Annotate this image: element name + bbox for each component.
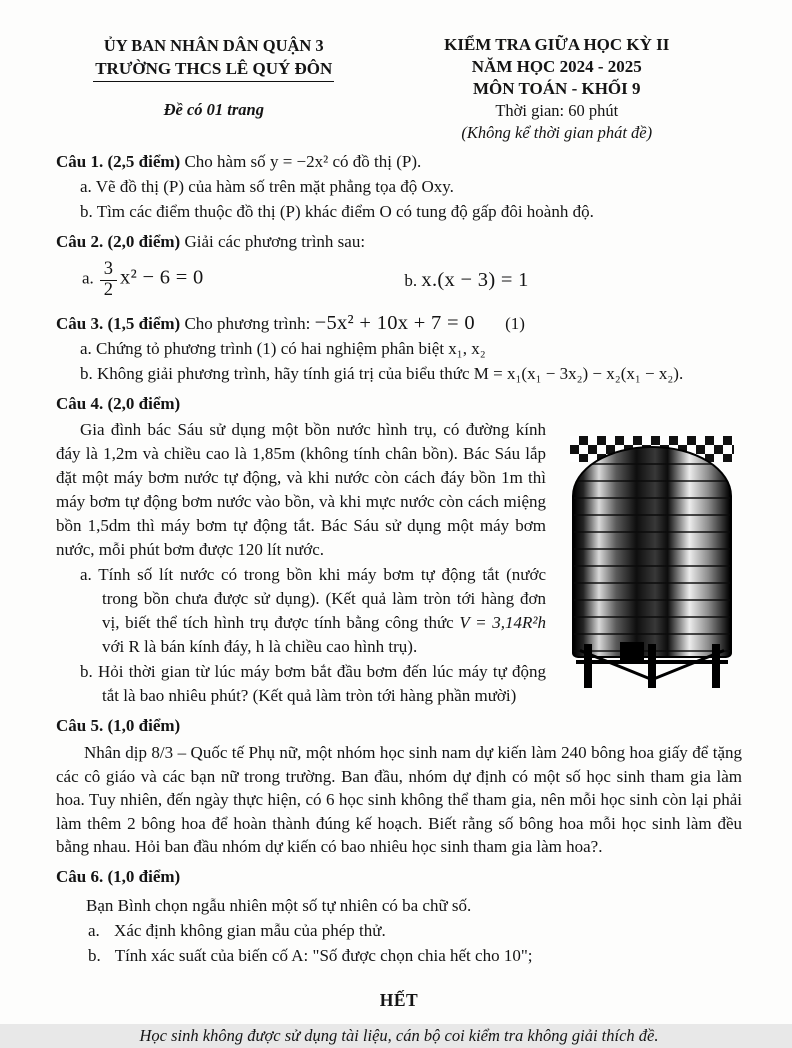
fraction-numerator: 3 (100, 260, 117, 280)
item-label: b. (80, 364, 93, 383)
exam-header (56, 34, 742, 144)
question-1-item-b (56, 199, 742, 224)
equation-tag: (1) (505, 314, 525, 333)
question-6-points: (1,0 điểm) (107, 866, 181, 886)
exam-subject: MÔN TOÁN - KHỐI 9 (473, 79, 641, 98)
question-4-body (56, 418, 742, 708)
item-text: Chứng tỏ phương trình (1) có hai nghiệm phân biệt x₁, x₂ (96, 339, 486, 358)
question-2-heading (56, 229, 742, 254)
item-text: Tìm các điểm thuộc đồ thị (P) khác điểm O có tung độ gấp đôi hoành độ. (96, 202, 594, 221)
item-label: b. (88, 945, 101, 965)
question-3-heading (56, 311, 742, 336)
item-label: a. (82, 268, 94, 288)
item-label: a. (80, 177, 92, 196)
volume-formula: V = 3,14R²h (459, 613, 547, 632)
question-4-paragraph: Gia đình bác Sáu sử dụng một bồn nước hình trụ, có đường kính đáy là 1,2m và chiều cao là 1,85m (không tính chân bồn). Bác Sáu lắp đặt một máy bơm nước tự động, và khi nước còn cách đáy bồn 1m thì máy bơm tự động bơm nước vào bồn, và khi mực nước còn cách miệng bồn 1,5dm thì máy bơm tự động tắt. Bác Sáu sử dụng một máy bơm nước, mỗi phút bơm được 120 lít nước. (56, 420, 546, 559)
pages-note: Đề có 01 trang (163, 100, 264, 119)
footer-note: Học sinh không được sử dụng tài liệu, cán bộ coi kiểm tra không giải thích đề. (139, 1025, 659, 1045)
question-2-item-b (404, 268, 528, 293)
item-text: Tính số lít nước có trong bồn khi máy bơm tự động tắt (nước trong bồn chưa được sử dụng). (Kết quả làm tròn tới hàng đơn vị, biết thể tích hình trụ được tính bằng công thức (98, 565, 546, 632)
question-3-intro: Cho phương trình: (184, 314, 311, 333)
item-text: Hỏi thời gian từ lúc máy bơm bắt đầu bơm đến lúc máy tự động tắt là bao nhiêu phút? (Kết quả làm tròn tới hàng phần mười) (97, 662, 546, 705)
item-label: a. (80, 339, 92, 358)
question-6-heading (56, 864, 742, 889)
tank-leg-left (584, 644, 592, 688)
question-2-equations (56, 254, 742, 306)
water-tank-image (562, 436, 742, 688)
question-6-intro: Bạn Bình chọn ngẫu nhiên một số tự nhiên có ba chữ số. (86, 895, 472, 915)
question-5-paragraph: Nhân dịp 8/3 – Quốc tế Phụ nữ, một nhóm học sinh nam dự kiến làm 240 bông hoa giấy để tặng các cô giáo và các bạn nữ trong trường. Ban đầu, nhóm dự định có một số học sinh tham gia làm hoa. Tuy nhiên, đến ngày thực hiện, có 6 học sinh không thể tham gia, nên mỗi học sinh còn lại phải làm thêm 2 bông hoa để hoàn thành đúng kế hoạch. Biết rằng số bông hoa mỗi học sinh làm đều bằng nhau. Hỏi ban đầu nhóm dự kiến có bao nhiêu học sinh tham gia làm hoa?. (56, 743, 742, 856)
question-3-item-a (56, 336, 742, 361)
question-5-label: Câu 5. (56, 716, 104, 735)
item-text: Tính xác suất của biến cố A: "Số được chọn chia hết cho 10"; (114, 945, 533, 965)
item-text: Không giải phương trình, hãy tính giá trị của biểu thức M = x₁(x₁ − 3x₂) − x₂(x₁ − x₂). (97, 364, 684, 383)
question-5-points: (1,0 điểm) (107, 716, 181, 735)
tank-leg-right (712, 644, 720, 688)
question-2-intro: Giải các phương trình sau: (184, 232, 366, 251)
question-1-heading (56, 149, 742, 174)
question-2-label: Câu 2. (56, 232, 104, 251)
equation-a: x² − 6 = 0 (120, 266, 204, 289)
header-left-block (56, 34, 372, 144)
equation-b: x.(x − 3) = 1 (421, 268, 529, 291)
authority-name: ỦY BAN NHÂN DÂN QUẬN 3 (103, 36, 324, 55)
question-1-label: Câu 1. (56, 152, 104, 171)
tank-leg-center (648, 644, 656, 688)
item-text: Xác định không gian mẫu của phép thử. (114, 920, 386, 940)
question-1-intro: Cho hàm số (184, 152, 266, 171)
question-4-label: Câu 4. (56, 394, 104, 413)
tank-cylinder (572, 446, 732, 658)
question-6-item-b (56, 943, 742, 968)
school-name: TRƯỜNG THCS LÊ QUÝ ĐÔN (93, 57, 334, 82)
item-text-end: với R là bán kính đáy, h là chiều cao hình trụ). (102, 637, 418, 656)
question-6-item-a (56, 918, 742, 943)
item-label: a. (80, 565, 92, 584)
item-label: b. (80, 662, 93, 681)
question-3-label: Câu 3. (56, 314, 104, 333)
exam-duration: Thời gian: 60 phút (495, 101, 619, 120)
question-1-equation: y = −2x² (269, 152, 329, 171)
item-label: a. (88, 920, 100, 940)
question-4-heading (56, 391, 742, 416)
question-3-item-b (56, 361, 742, 386)
end-mark: HẾT (379, 989, 419, 1010)
tank-pump-block (620, 642, 644, 660)
fraction-denominator: 2 (103, 279, 114, 300)
item-label: b. (80, 202, 93, 221)
question-5-heading (56, 713, 742, 738)
header-right-block (372, 34, 742, 144)
item-label: b. (404, 270, 418, 290)
fraction (100, 260, 117, 299)
question-1-item-a (56, 174, 742, 199)
question-6-label: Câu 6. (56, 866, 104, 886)
question-2-points: (2,0 điểm) (107, 232, 181, 251)
question-4-points: (2,0 điểm) (107, 394, 181, 413)
exam-school-year: NĂM HỌC 2024 - 2025 (471, 57, 642, 76)
question-3-points: (1,5 điểm) (107, 314, 181, 333)
item-text: Vẽ đồ thị (P) của hàm số trên mặt phẳng tọa độ Oxy. (95, 177, 454, 196)
exam-title: KIỂM TRA GIỮA HỌC KỲ II (444, 35, 670, 54)
question-1-points: (2,5 điểm) (107, 152, 181, 171)
question-2-item-a (56, 260, 404, 299)
question-1-intro-end: có đồ thị (P). (332, 152, 422, 171)
question-3-equation: −5x² + 10x + 7 = 0 (314, 312, 475, 334)
exam-time-note: (Không kể thời gian phát đề) (461, 123, 653, 142)
